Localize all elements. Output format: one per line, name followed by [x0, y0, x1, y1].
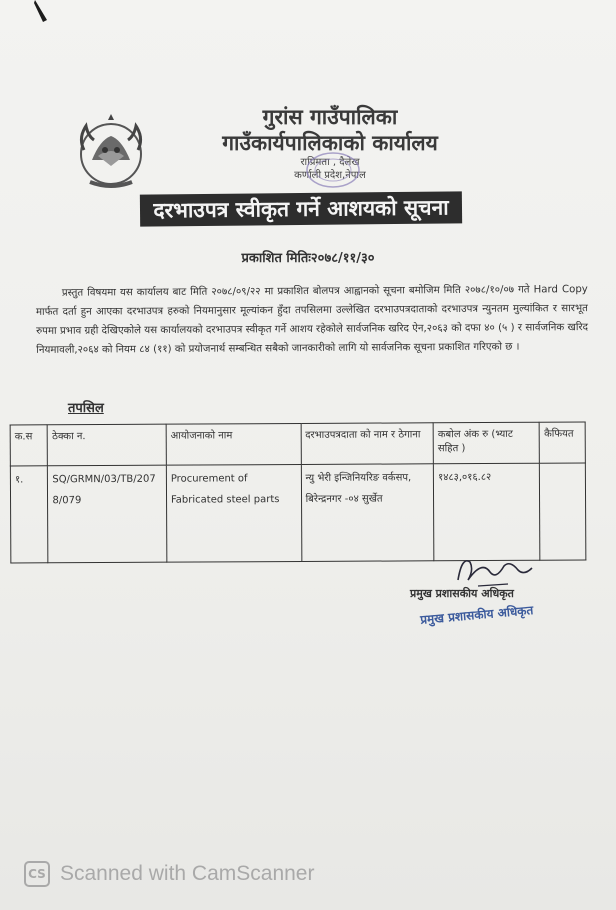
cell-sn: १.	[10, 466, 48, 563]
office-name: गाउँकार्यपालिकाको कार्यालय	[222, 131, 438, 155]
signatory-title: प्रमुख प्रशासकीय अधिकृत	[410, 587, 514, 600]
table-header-row	[10, 422, 585, 466]
col-header-remarks: कैफियत	[540, 422, 586, 463]
notice-paragraph: प्रस्तुत विषयमा यस कार्यालय बाट मिति २०७८/०९/२२ मा प्रकाशित बोलपत्र आह्वानको सूचना बमोजिम मिति २०७८/१०/०७ गते Hard Copy मार्फत दर्ता हुन आएका दरभाउपत्र हरुको नियमानुसार मूल्यांकन हुँदा तपसिलमा उल्लेखित दरभाउपत्रदाताको दरभाउपत्र न्युनतम मुल्यांकित र सारभूत रुपमा प्रभाव ग्रही देखिएकोले यस कार्यालयको दरभाउपत्र स्वीकृत गर्ने आशय रहेकोले सार्वजनिक खरिद ऐन,२०६३ को दफा ४० (५ ) र सार्वजनिक खरिद नियमावली,२०६४ को नियम ८४ (११) को प्रयोजनार्थ सम्बन्धित सबैको जानकारीको लागि यो सार्वजनिक सूचना प्रकाशित गरिएको छ ।	[35, 284, 589, 356]
purple-stamp-icon	[305, 150, 361, 190]
office-address-line: राप्रिमता , दैलेख	[300, 157, 360, 168]
details-table	[10, 421, 587, 563]
col-header-project: आयोजनाको नाम	[166, 423, 301, 465]
nepal-emblem-icon	[70, 110, 152, 192]
corner-mark-icon	[34, 0, 48, 22]
col-header-contract-no: ठेक्का न.	[48, 424, 167, 466]
cell-remarks	[540, 463, 586, 560]
cell-contract-no: SQ/GRMN/03/TB/2078/079	[48, 465, 167, 563]
details-heading: तपसिल	[68, 401, 104, 416]
col-header-bidder: दरभाउपत्रदाता को नाम र ठेगाना	[301, 423, 434, 465]
camscanner-watermark: Scanned with CamScanner	[60, 862, 315, 885]
official-stamp-text: प्रमुख प्रशासकीय अधिकृत	[419, 603, 534, 627]
table-row	[10, 463, 586, 563]
col-header-sn: क.स	[10, 425, 48, 466]
camscanner-logo-icon: CS	[24, 861, 50, 887]
cell-bidder: न्यु भेरी इन्जिनियरिङ वर्कसप, बिरेन्द्रनगर -०४ सुर्खेत	[301, 464, 434, 562]
office-province-line: कर्णाली प्रदेश,नेपाल	[294, 170, 366, 181]
published-date: प्रकाशित मितिः२०७८/११/३०	[241, 251, 375, 266]
municipality-name: गुरांस गाउँपालिका	[262, 105, 398, 129]
cell-project: Procurement of Fabricated steel parts	[166, 464, 301, 562]
notice-body	[36, 280, 589, 360]
col-header-amount: कबोल अंक रु (भ्याट सहित )	[433, 422, 539, 464]
cell-amount: १४८३,०१६.८२	[433, 463, 540, 561]
notice-title: दरभाउपत्र स्वीकृत गर्ने आशयको सूचना	[140, 191, 462, 226]
signature-icon	[448, 550, 538, 590]
